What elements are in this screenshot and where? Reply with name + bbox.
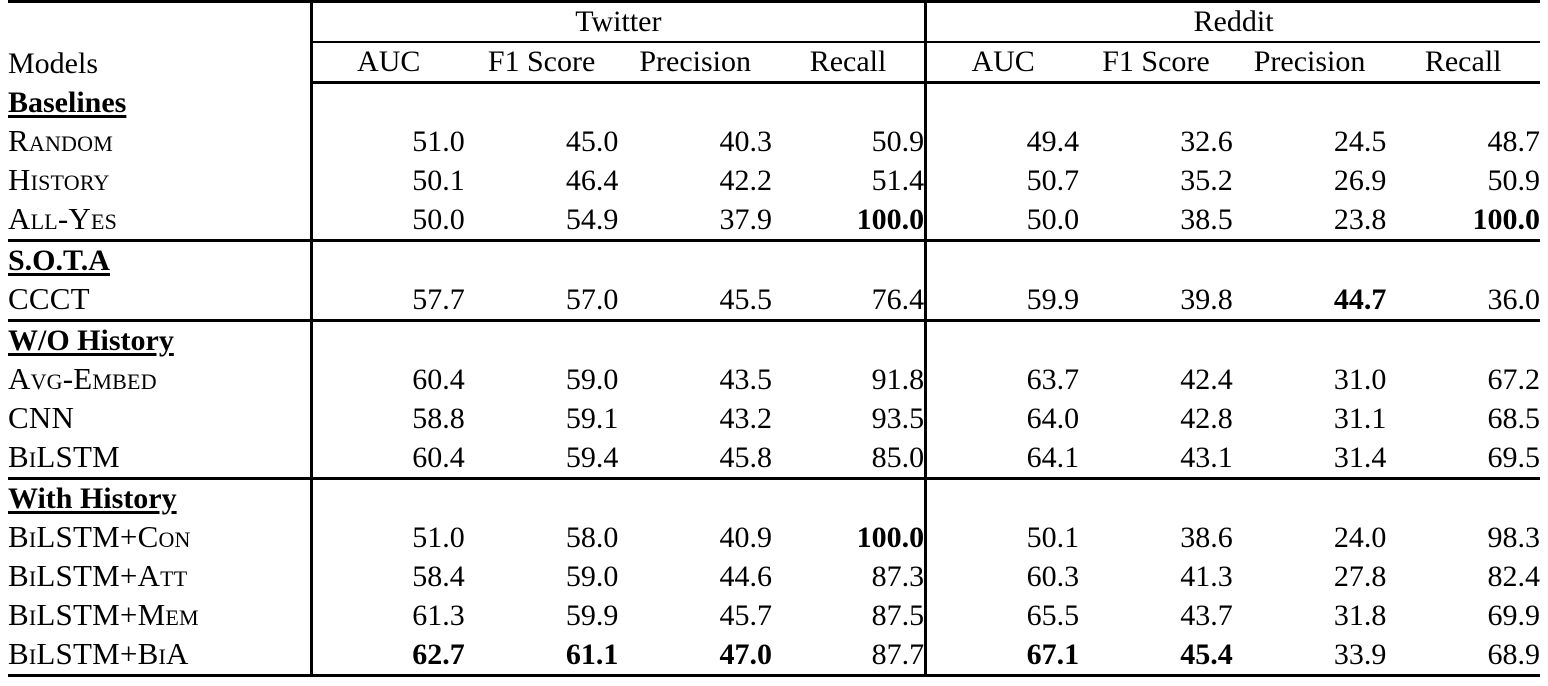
metric-value-cell: 64.1 <box>926 438 1080 479</box>
metric-value-cell: 42.4 <box>1180 363 1233 396</box>
section-spacer-cell <box>1386 321 1540 361</box>
metric-value-cell: 93.5 <box>871 402 925 435</box>
model-name-text: CNN <box>8 400 75 435</box>
section-spacer-cell <box>772 321 926 361</box>
metric-value-cell: 26.9 <box>1333 164 1387 197</box>
metric-value-cell: 67.2 <box>1487 363 1540 396</box>
metric-value-cell: 98.3 <box>1487 521 1540 554</box>
section-spacer-cell <box>465 83 619 123</box>
metric-value-cell: 51.0 <box>311 518 465 557</box>
metric-header-twitter-f1: F1 Score <box>465 42 619 83</box>
model-name-cell <box>8 200 311 241</box>
metric-value-cell: 44.7 <box>1233 280 1387 321</box>
table-row <box>8 557 1540 596</box>
metric-value-cell: 31.1 <box>1333 402 1387 435</box>
model-name-cell <box>8 518 311 557</box>
metric-value-cell: 32.6 <box>1180 125 1233 158</box>
metric-value-cell: 33.9 <box>1233 635 1387 676</box>
group-header-twitter: Twitter <box>311 2 925 43</box>
metric-value-cell: 38.5 <box>1079 200 1233 241</box>
group-header-row <box>8 2 1540 43</box>
model-name-cell <box>8 438 311 479</box>
metric-value-cell: 59.4 <box>465 438 619 479</box>
section-header-row <box>8 241 1540 281</box>
metric-value-cell: 100.0 <box>1386 200 1540 241</box>
metric-value-cell: 31.0 <box>1333 363 1387 396</box>
section-label-text: With History <box>8 482 177 515</box>
table-row <box>8 200 1540 241</box>
metric-value-cell: 76.4 <box>772 280 926 321</box>
metric-value-cell: 46.4 <box>565 164 619 197</box>
section-spacer-cell <box>1386 83 1540 123</box>
metric-value-cell: 50.7 <box>926 161 1080 200</box>
table-row <box>8 438 1540 479</box>
model-name-cell <box>8 161 311 200</box>
section-label-text: Baselines <box>8 86 127 119</box>
metric-value-cell: 59.9 <box>926 280 1080 321</box>
section-spacer-cell <box>926 479 1080 519</box>
metric-value-cell: 45.4 <box>1079 635 1233 676</box>
section-spacer-cell <box>1079 321 1233 361</box>
metric-header-twitter-precision: Precision <box>618 42 772 83</box>
table-row <box>8 518 1540 557</box>
metric-value-cell: 85.0 <box>772 438 926 479</box>
metric-header-twitter-recall: Recall <box>772 42 926 83</box>
metric-value-cell: 42.8 <box>1180 402 1233 435</box>
section-label <box>8 83 311 123</box>
model-name-text: All-Yes <box>8 201 118 236</box>
section-spacer-cell <box>465 321 619 361</box>
table-row <box>8 360 1540 399</box>
section-spacer-cell <box>772 83 926 123</box>
table-row <box>8 280 1540 321</box>
section-spacer-cell <box>465 241 619 281</box>
table-row <box>8 161 1540 200</box>
model-name-cell <box>8 596 311 635</box>
section-spacer-cell <box>772 479 926 519</box>
results-table <box>8 0 1540 677</box>
section-spacer-cell <box>926 321 1080 361</box>
section-header-row <box>8 83 1540 123</box>
table-header <box>8 2 1540 83</box>
section-spacer-cell <box>618 321 772 361</box>
metric-value-cell: 59.1 <box>565 402 619 435</box>
model-name-text: BiLSTM+BiA <box>8 636 189 671</box>
model-name-text: BiLSTM+Con <box>8 519 191 554</box>
section-label <box>8 321 311 361</box>
section-label <box>8 241 311 281</box>
section-spacer-cell <box>311 479 465 519</box>
metric-value-cell: 59.9 <box>565 599 619 632</box>
metric-value-cell: 58.8 <box>311 399 465 438</box>
group-header-reddit: Reddit <box>926 2 1540 43</box>
metric-value-cell: 48.7 <box>1487 125 1540 158</box>
metric-value-cell: 40.3 <box>719 125 772 158</box>
section-spacer-cell <box>1079 479 1233 519</box>
metric-value-cell: 45.8 <box>618 438 772 479</box>
metric-value-cell: 69.9 <box>1487 599 1540 632</box>
section-spacer-cell <box>465 479 619 519</box>
metric-value-cell: 87.5 <box>871 599 925 632</box>
model-name-text: CCCT <box>8 281 90 316</box>
model-name-cell <box>8 635 311 676</box>
table-body <box>8 83 1540 676</box>
model-name-text: BiLSTM <box>8 439 120 474</box>
metric-value-cell: 62.7 <box>311 635 465 676</box>
metric-value-cell: 59.0 <box>565 363 619 396</box>
section-label <box>8 479 311 519</box>
metric-value-cell: 51.4 <box>871 164 925 197</box>
metric-value-cell: 43.1 <box>1079 438 1233 479</box>
metric-value-cell: 36.0 <box>1386 280 1540 321</box>
metric-value-cell: 67.1 <box>926 635 1080 676</box>
metric-value-cell: 82.4 <box>1487 560 1540 593</box>
section-spacer-cell <box>311 83 465 123</box>
metric-value-cell: 87.7 <box>772 635 926 676</box>
models-column-header: Models <box>8 2 311 83</box>
section-spacer-cell <box>1233 83 1387 123</box>
metric-value-cell: 68.5 <box>1487 402 1540 435</box>
metric-value-cell: 54.9 <box>465 200 619 241</box>
section-label-text: S.O.T.A <box>8 244 110 277</box>
section-spacer-cell <box>926 241 1080 281</box>
model-name-cell <box>8 280 311 321</box>
model-name-cell <box>8 122 311 161</box>
metric-header-reddit-auc: AUC <box>926 42 1080 83</box>
section-header-row <box>8 321 1540 361</box>
section-spacer-cell <box>618 479 772 519</box>
section-spacer-cell <box>772 241 926 281</box>
metric-value-cell: 50.1 <box>926 518 1080 557</box>
metric-value-cell: 39.8 <box>1079 280 1233 321</box>
section-spacer-cell <box>1233 321 1387 361</box>
metric-value-cell: 38.6 <box>1180 521 1233 554</box>
model-name-text: Avg-Embed <box>8 361 157 396</box>
section-spacer-cell <box>1079 83 1233 123</box>
table-row <box>8 596 1540 635</box>
metric-value-cell: 45.7 <box>719 599 772 632</box>
section-label-text: W/O History <box>8 324 174 357</box>
metric-value-cell: 60.4 <box>311 438 465 479</box>
metric-value-cell: 31.4 <box>1233 438 1387 479</box>
metric-value-cell: 61.1 <box>465 635 619 676</box>
metric-value-cell: 41.3 <box>1180 560 1233 593</box>
model-name-text: BiLSTM+Att <box>8 558 188 593</box>
section-spacer-cell <box>1079 241 1233 281</box>
metric-value-cell: 35.2 <box>1180 164 1233 197</box>
section-spacer-cell <box>618 241 772 281</box>
model-name-cell <box>8 360 311 399</box>
metric-value-cell: 43.2 <box>719 402 772 435</box>
metric-value-cell: 44.6 <box>719 560 772 593</box>
section-header-row <box>8 479 1540 519</box>
metric-value-cell: 68.9 <box>1386 635 1540 676</box>
section-spacer-cell <box>1233 479 1387 519</box>
metric-value-cell: 63.7 <box>926 360 1080 399</box>
metric-value-cell: 50.9 <box>871 125 925 158</box>
table-row <box>8 399 1540 438</box>
model-name-text: Random <box>8 123 113 158</box>
metric-value-cell: 61.3 <box>311 596 465 635</box>
metric-value-cell: 43.5 <box>719 363 772 396</box>
table-row <box>8 635 1540 676</box>
section-spacer-cell <box>311 321 465 361</box>
table-row <box>8 122 1540 161</box>
metric-value-cell: 45.0 <box>565 125 619 158</box>
metric-value-cell: 87.3 <box>871 560 925 593</box>
metric-value-cell: 69.5 <box>1386 438 1540 479</box>
metric-value-cell: 57.7 <box>311 280 465 321</box>
model-name-text: History <box>8 162 110 197</box>
metric-value-cell: 37.9 <box>618 200 772 241</box>
metric-header-reddit-recall: Recall <box>1386 42 1540 83</box>
metric-value-cell: 57.0 <box>465 280 619 321</box>
metric-value-cell: 27.8 <box>1333 560 1387 593</box>
metric-value-cell: 60.3 <box>926 557 1080 596</box>
metric-header-reddit-f1: F1 Score <box>1079 42 1233 83</box>
metric-value-cell: 47.0 <box>618 635 772 676</box>
section-spacer-cell <box>1386 479 1540 519</box>
metric-value-cell: 59.0 <box>565 560 619 593</box>
metric-value-cell: 43.7 <box>1180 599 1233 632</box>
metric-value-cell: 91.8 <box>871 363 925 396</box>
model-name-cell <box>8 399 311 438</box>
section-spacer-cell <box>1233 241 1387 281</box>
metric-value-cell: 23.8 <box>1233 200 1387 241</box>
metric-value-cell: 64.0 <box>926 399 1080 438</box>
section-spacer-cell <box>1386 241 1540 281</box>
metric-value-cell: 31.8 <box>1333 599 1387 632</box>
metric-value-cell: 58.0 <box>565 521 619 554</box>
metric-value-cell: 50.0 <box>311 200 465 241</box>
metric-value-cell: 24.0 <box>1333 521 1387 554</box>
metric-value-cell: 45.5 <box>618 280 772 321</box>
metric-value-cell: 24.5 <box>1333 125 1387 158</box>
model-name-cell <box>8 557 311 596</box>
metric-value-cell: 58.4 <box>311 557 465 596</box>
metric-value-cell: 42.2 <box>719 164 772 197</box>
metric-value-cell: 50.0 <box>926 200 1080 241</box>
metric-header-reddit-precision: Precision <box>1233 42 1387 83</box>
metric-value-cell: 100.0 <box>856 521 925 554</box>
metric-value-cell: 50.9 <box>1487 164 1540 197</box>
metric-value-cell: 100.0 <box>772 200 926 241</box>
section-spacer-cell <box>311 241 465 281</box>
section-spacer-cell <box>618 83 772 123</box>
model-name-text: BiLSTM+Mem <box>8 597 199 632</box>
metric-value-cell: 60.4 <box>311 360 465 399</box>
metric-value-cell: 49.4 <box>926 122 1080 161</box>
metric-value-cell: 40.9 <box>719 521 772 554</box>
metric-value-cell: 65.5 <box>926 596 1080 635</box>
metric-value-cell: 50.1 <box>311 161 465 200</box>
section-spacer-cell <box>926 83 1080 123</box>
metric-header-twitter-auc: AUC <box>311 42 465 83</box>
metric-value-cell: 51.0 <box>311 122 465 161</box>
